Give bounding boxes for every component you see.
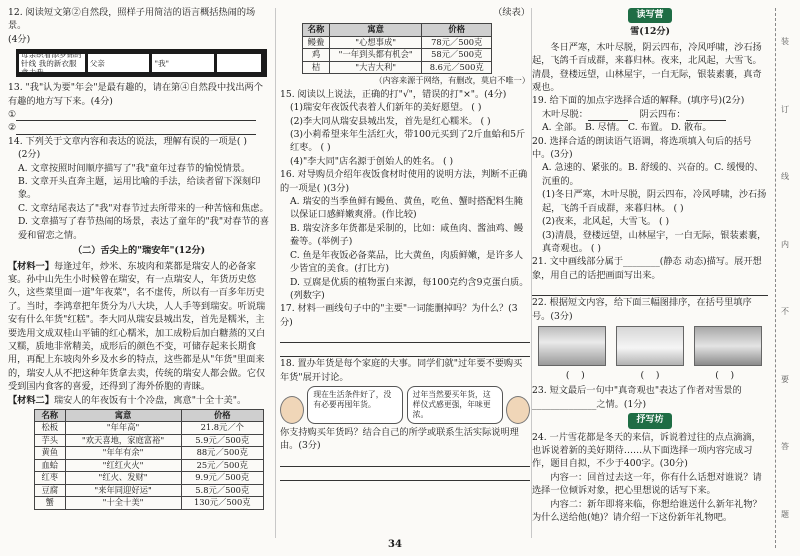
table-cell: 88元／500克 — [181, 447, 264, 460]
table-row — [303, 61, 492, 74]
table-row — [35, 447, 264, 460]
q24-option-1: 内容一：回首过去这一年，你有什么话想对谁说？请选择一位倾诉对象，把心里想说的话写下来。 — [532, 471, 762, 497]
material-1 — [8, 260, 270, 394]
table-row — [35, 422, 264, 435]
table-cell: 桔 — [303, 61, 330, 74]
table-cell: 5.9元／500克 — [181, 434, 264, 447]
q15-text: 15. 阅读以上说法，正确的打"√"，错误的打"×"。(4分) — [280, 88, 507, 100]
binding-margin — [775, 8, 794, 548]
table2-header: 名称 — [303, 24, 330, 37]
q22-paren-2[interactable]: ( ) — [640, 369, 660, 381]
material-2-label: 【材料二】 — [8, 394, 54, 406]
q19-b-label: 阴云四布： — [639, 108, 686, 120]
answer-line[interactable] — [280, 453, 530, 467]
table-cell: 黄鱼 — [35, 447, 66, 460]
table1-header-row — [35, 409, 264, 422]
q16-option-c[interactable]: C. 鱼是年夜饭必备菜品，比大黄鱼，肉质鲜嫩，是许多人少皆宜的美食。(打比方) — [290, 249, 524, 275]
q20-text: 20. 选择合适的朗读语气语调，将选项填入句后的括号中。(3分) — [532, 135, 752, 161]
table1-header: 名称 — [35, 409, 66, 422]
q19-b-line[interactable] — [686, 110, 726, 121]
student-right-avatar — [506, 396, 530, 424]
material-2-text: 瑞安人的年夜饭有十个冷盘，寓意"十全十美"。 — [53, 394, 247, 406]
margin-char: 内 — [781, 239, 789, 249]
margin-char: 线 — [781, 172, 789, 182]
table-cell: 鳗鲞 — [303, 36, 330, 49]
q13-a-line[interactable] — [16, 110, 256, 121]
film-cell-me[interactable]: "我" — [152, 54, 214, 72]
q14-score: (2分) — [18, 149, 41, 161]
table-cell: 血蛤 — [35, 459, 66, 472]
table-cell: "一年到头都有机会" — [329, 49, 421, 62]
q15-item-2[interactable]: (2)李大同从瑞安县城出发，首先是红心糯米。 ( ) — [290, 115, 491, 127]
table-cell: 8.6元／500克 — [422, 61, 492, 74]
q13-text: 13. "我"认为要"年会"是最有趣的，请在第④自然段中找出两个有趣的地方写下来。(4分) — [8, 82, 263, 107]
q21-text: 21. 文中画线部分属于________(静态 动态)描写。展开想象，用自己的话把画面写出来。 — [532, 256, 762, 281]
q19-a-label: 木叶尽脱： — [542, 108, 588, 120]
q13-a-label: ① — [8, 109, 17, 121]
q17-answer-lines[interactable] — [280, 329, 530, 357]
q20-item-3[interactable]: (3)清晨，登楼远望，山林屋宇，一白无际，银装素裹，真奇观也。 ( ) — [542, 229, 767, 254]
q22-text: 22. 根据短文内容，给下面三幅图排序，在括号里填序号。(3分) — [532, 297, 752, 322]
film-cell-sample: 母亲织着添岁锦的针线 我的新衣服拿去我 — [19, 54, 85, 72]
q18-answer-lines[interactable] — [280, 453, 530, 481]
column-right — [532, 6, 768, 524]
margin-char: 装 — [781, 37, 789, 47]
table-cell: "欢天喜地，家庭富裕" — [65, 434, 181, 447]
margin-char: 不 — [781, 307, 789, 317]
table-cell: 9.9元／500克 — [181, 472, 264, 485]
table-cell: "红火、发财" — [65, 472, 181, 485]
q19-blanks[interactable] — [532, 108, 768, 121]
answer-line[interactable] — [280, 329, 530, 343]
section-badge-reading: 读写营 — [628, 8, 671, 23]
q22-paren-3[interactable]: ( ) — [715, 369, 735, 381]
q13-answer-2[interactable] — [8, 121, 270, 134]
q23-text: 23. 短文最后一句中"真奇观也"表达了作者对雪景的______________之情。(1分) — [532, 385, 742, 410]
q22-paren-1[interactable]: ( ) — [565, 369, 585, 381]
continued-label: （续表） — [493, 7, 530, 18]
q13-answer-1[interactable] — [8, 108, 270, 121]
q14-option-b[interactable]: B. 文章开头直奔主题，运用比喻的手法，给读者留下深刻印象。 — [18, 176, 261, 201]
material-2 — [8, 394, 270, 407]
table-cell: 豆腐 — [35, 484, 66, 497]
material-1-text: 每逢过年，炒米、东坡肉和菜都是瑞安人的必备家宴。孙中山先生小时候曾在瑞安，有一点瑞安人，年货历史悠久，这些菜里面一道"年夜菜"，名不虚传，所以有一百多年历史了。当时，李鸿章把年货分为八大块，人人手等到瑞安。听说瑞安有什么年货"红糕"。李大同从瑞安县城出发，首先是糯米，主要选用文成双桂山平铺的红心糯米，加工成粉后加白糖蒸的又白又糯，质地非常精美，成形后的颜色不变，可储存起来长期食用，再配上东坡肉外乡及水乡的特点，这些都是从"年货"里面来的，瑞安人从不把这种年货拿去卖，传统的瑞安人都会做。它仅受到国内食客的喜爱，还得到了海外侨胞的青睐。 — [8, 260, 266, 393]
q19-text: 19. 给下面的加点字选择合适的解释。(填序号)(2分) — [532, 95, 745, 107]
section-badge-writing: 抒写坊 — [628, 413, 671, 428]
q13-b-line[interactable] — [16, 124, 256, 135]
badge-wrap — [532, 8, 768, 23]
q13-b-label: ② — [8, 122, 17, 134]
table-cell: 78元／500克 — [422, 36, 492, 49]
q15-item-3[interactable]: (3)小莉希望来年生活红火，带100元买到了2斤血蛤和5斤红枣。 ( ) — [290, 129, 526, 154]
column-divider — [275, 8, 276, 538]
margin-char: 要 — [781, 374, 789, 384]
bubble-right: 过年当然要买年货，这样仪式感更强，年味更浓。 — [407, 386, 503, 424]
table-cell: "来年同迎好运" — [65, 484, 181, 497]
badge-wrap — [532, 413, 768, 428]
q18-speech-bubbles — [280, 386, 530, 424]
q22-pictures — [538, 326, 762, 366]
q12-film-strip — [16, 49, 267, 77]
table-row — [35, 472, 264, 485]
snow-picture-1 — [538, 326, 606, 366]
table-cell: 鸡 — [303, 49, 330, 62]
column-middle — [280, 6, 530, 481]
snow-picture-2 — [616, 326, 684, 366]
q16-option-a[interactable]: A. 瑞安的当季鱼鲜有鳗鱼、黄鱼，吃鱼、蟹时搭配料生腌以保证口感鲜嫩爽滑。(作比较) — [290, 196, 523, 221]
table2-header-row — [303, 24, 492, 37]
section2-title: （二）舌尖上的"瑞安年"(12分) — [72, 245, 206, 257]
material-1-label: 【材料一】 — [8, 260, 54, 272]
table-cell: "心想事成" — [329, 36, 421, 49]
table-row — [35, 434, 264, 447]
table-cell: "十全十美" — [65, 497, 181, 510]
table-cell: "大吉大利" — [329, 61, 421, 74]
q15-item-4[interactable]: (4)"李大同"店名源于创始人的姓名。 ( ) — [290, 155, 454, 167]
bubble-left: 现在生活条件好了，没有必要再囤年货。 — [307, 386, 403, 424]
table2-header: 价格 — [422, 24, 492, 37]
q15-item-1[interactable]: (1)瑞安年夜饭代表着人们新年的美好愿望。 ( ) — [290, 102, 482, 114]
q14-option-a[interactable]: A. 文章按照时间顺序描写了"我"童年过春节的愉悦情景。 — [18, 162, 251, 174]
q19-a-line[interactable] — [588, 110, 628, 121]
table1-header: 价格 — [181, 409, 264, 422]
film-cell-father[interactable]: 父亲 — [88, 54, 150, 72]
price-table-2 — [302, 23, 492, 74]
table1-header: 寓意 — [65, 409, 181, 422]
q20-item-2[interactable]: (2)夜来，北风起，大雪飞。 ( ) — [542, 216, 670, 228]
q14-option-c[interactable]: C. 文章结尾表达了"我"对春节过去所带来的一种苦恼和焦虑。 — [18, 202, 269, 214]
q14-text: 14. 下列关于文章内容和表达的说法，理解有误的一项是( ) — [8, 135, 247, 147]
table2-header: 寓意 — [329, 24, 421, 37]
table-cell: 25元／500克 — [181, 459, 264, 472]
table-row — [35, 497, 264, 510]
table-row — [303, 49, 492, 62]
table-cell: "年年高" — [65, 422, 181, 435]
snow-picture-3 — [694, 326, 762, 366]
table-cell: "年年有余" — [65, 447, 181, 460]
answer-line[interactable] — [280, 467, 530, 481]
table-cell: 红枣 — [35, 472, 66, 485]
q14-option-d[interactable]: D. 文章描写了春节热闹的场景，表达了童年的"我"对春节的喜爱和留恋之情。 — [18, 216, 270, 241]
table-cell: 58元／500克 — [422, 49, 492, 62]
price-table-1 — [34, 409, 264, 510]
q16-option-d[interactable]: D. 豆腐是优质的植物蛋白来源，每100克约含9克蛋白质。(列数字) — [290, 276, 529, 301]
table-cell: 蟹 — [35, 497, 66, 510]
column-left — [8, 6, 270, 510]
margin-char: 题 — [781, 509, 789, 519]
margin-char: 订 — [781, 104, 789, 114]
answer-line[interactable] — [280, 343, 530, 357]
page-number: 34 — [388, 539, 402, 550]
q18-text: 18. 置办年货是每个家庭的大事。同学们就"过年要不要购买年货"展开讨论。 — [280, 358, 523, 383]
q12-score: (4分) — [8, 33, 31, 45]
q22-paren-row — [538, 369, 762, 382]
table-cell: 松板 — [35, 422, 66, 435]
q12-text: 12. 阅读短文第②自然段，照样子用简洁的语言概括热闹的场景。 — [8, 7, 256, 32]
q18-prompt: 你支持购买年货吗？结合自己的所学或联系生活实际说明理由。(3分) — [280, 426, 519, 452]
q21-answer-lines[interactable] — [532, 282, 768, 296]
q24-option-2: 内容二：新年即将来临，你想给谁送什么新年礼物？为什么送给他(她)？请介绍一下这份新年礼物吧。 — [532, 498, 762, 523]
answer-line[interactable] — [532, 282, 768, 296]
poem-text: 冬日严寒，木叶尽脱，阴云四布，冷风呼啸，沙石扬起，飞鸽千百成群，来暮归林。夜来，北风起，大雪飞。清晨，登楼远望，山林屋宇，一白无际，银装素裹，真奇观也。 — [532, 41, 762, 94]
q17-text: 17. 材料一画线句子中的"主要"一词能删掉吗？为什么？(3分) — [280, 303, 518, 328]
q19-options: A. 全部。 B. 尽情。 C. 布置。 D. 散布。 — [542, 122, 712, 134]
table-cell: 5.8元／500克 — [181, 484, 264, 497]
table-row — [35, 459, 264, 472]
table-cell: 芋头 — [35, 434, 66, 447]
q16-text: 16. 对导购员介绍年夜饭食材时使用的说明方法，判断不正确的一项是( )(3分) — [280, 169, 528, 194]
film-cell-blank[interactable] — [217, 54, 261, 72]
poem-title: 雪(12分) — [630, 26, 670, 38]
table-cell: 130元／500克 — [181, 497, 264, 510]
table-cell: 21.8元／个 — [181, 422, 264, 435]
q20-item-1[interactable]: (1)冬日严寒，木叶尽脱，阴云四布，冷风呼啸，沙石扬起，飞鸽千百成群，来暮归林。 ( ) — [542, 189, 767, 214]
q20-options: A. 急速的、紧张的。B. 舒缓的、兴奋的。C. 缓慢的、沉重的。 — [542, 162, 764, 187]
table-row — [303, 36, 492, 49]
student-left-avatar — [280, 396, 304, 424]
q24-text: 24. 一片雪花都是冬天的来信，诉说着过往的点点滴滴，也诉说着新的美好期待……从下面选择一项内容完成习作，题目自拟，不少于400字。(30分) — [532, 431, 761, 470]
table-row — [35, 484, 264, 497]
table-cell: "红红火火" — [65, 459, 181, 472]
q16-option-b[interactable]: B. 瑞安济多年货都是采制的，比如：咸鱼肉、酱油鸡、鳗鲞等。(举例子) — [290, 222, 524, 248]
source-note: （内容来源于网络，有删改，莫启不唯一） — [374, 75, 530, 86]
margin-char: 答 — [781, 442, 789, 452]
